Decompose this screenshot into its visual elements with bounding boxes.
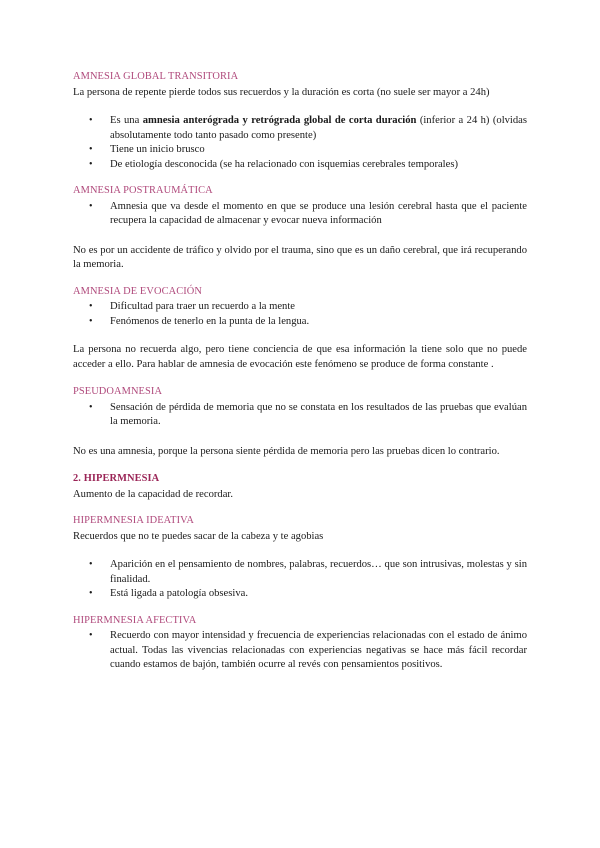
list-item	[73, 114, 527, 143]
paragraph-hipermnesia: Aumento de la capacidad de recordar.	[73, 488, 234, 500]
list-item-text: (inferior a 24 h) (olvidas absolutamente todo tanto pasado como presente)	[110, 115, 527, 141]
paragraph-intro-agt: La persona de repente pierde todos sus recuerdos y la duración es corta (no suele ser mayor a 24h)	[73, 86, 490, 98]
bold-term: amnesia anterógrada y retrógrada global de corta duración	[142, 115, 417, 126]
paragraph-pseudo: No es una amnesia, porque la persona siente pérdida de memoria pero las pruebas dicen lo contrario.	[73, 445, 500, 457]
heading-hipermnesia: 2. HIPERMNESIA	[73, 473, 160, 484]
heading-amnesia-de-evocacion: AMNESIA DE EVOCACIÓN	[73, 285, 202, 297]
heading-amnesia-global-transitoria: AMNESIA GLOBAL TRANSITORIA	[73, 71, 239, 82]
paragraph-apt: No es por un accidente de tráfico y olvido por el trauma, sino que es un daño cerebral, que irá recuperando la memoria.	[73, 244, 527, 270]
list-item: • Fenómenos de tenerlo en la punta de la lengua.	[73, 315, 527, 330]
list-hi	[73, 558, 527, 602]
paragraph-intro-hi: Recuerdos que no te puedes sacar de la cabeza y te agobias	[73, 530, 324, 542]
list-ha	[73, 629, 527, 673]
list-item: • Recuerdo con mayor intensidad y frecuencia de experiencias relacionadas con el estado de ánimo actual. Todas las vivencias relacionadas con experiencias negativas se hace más fácil recordar cuando estamos de bajón, también ocurre al revés con pensamientos positivos.	[73, 629, 527, 673]
document-body	[73, 70, 527, 673]
list-item: • Sensación de pérdida de memoria que no se constata en los resultados de las pruebas que evalúan la memoria.	[73, 401, 527, 430]
list-agt	[73, 114, 527, 172]
list-item-text: Es una	[110, 115, 143, 126]
heading-hipermnesia-ideativa: HIPERMNESIA IDEATIVA	[73, 515, 195, 526]
heading-amnesia-postraumatica: AMNESIA POSTRAUMÁTICA	[73, 185, 213, 196]
list-item: • Está ligada a patología obsesiva.	[73, 587, 527, 602]
list-item: • De etiología desconocida (se ha relacionado con isquemias cerebrales temporales)	[73, 158, 527, 173]
list-item: • Dificultad para traer un recuerdo a la mente	[73, 300, 527, 315]
list-item: • Tiene un inicio brusco	[73, 143, 527, 158]
paragraph-ade: La persona no recuerda algo, pero tiene conciencia de que esa información la tiene solo que no puede acceder a ello. Para hablar de amnesia de evocación este fenómeno se produce de forma constante .	[73, 344, 527, 370]
heading-hipermnesia-afectiva: HIPERMNESIA AFECTIVA	[73, 614, 197, 626]
heading-pseudoamnesia: PSEUDOAMNESIA	[73, 386, 163, 397]
list-apt	[73, 200, 527, 229]
list-ade	[73, 300, 527, 329]
list-item: • Amnesia que va desde el momento en que se produce una lesión cerebral hasta que el paciente recupera la capacidad de almacenar y evocar nueva información	[73, 200, 527, 229]
list-pseudo	[73, 401, 527, 430]
list-item: • Aparición en el pensamiento de nombres, palabras, recuerdos… que son intrusivas, molestas y sin finalidad.	[73, 558, 527, 587]
